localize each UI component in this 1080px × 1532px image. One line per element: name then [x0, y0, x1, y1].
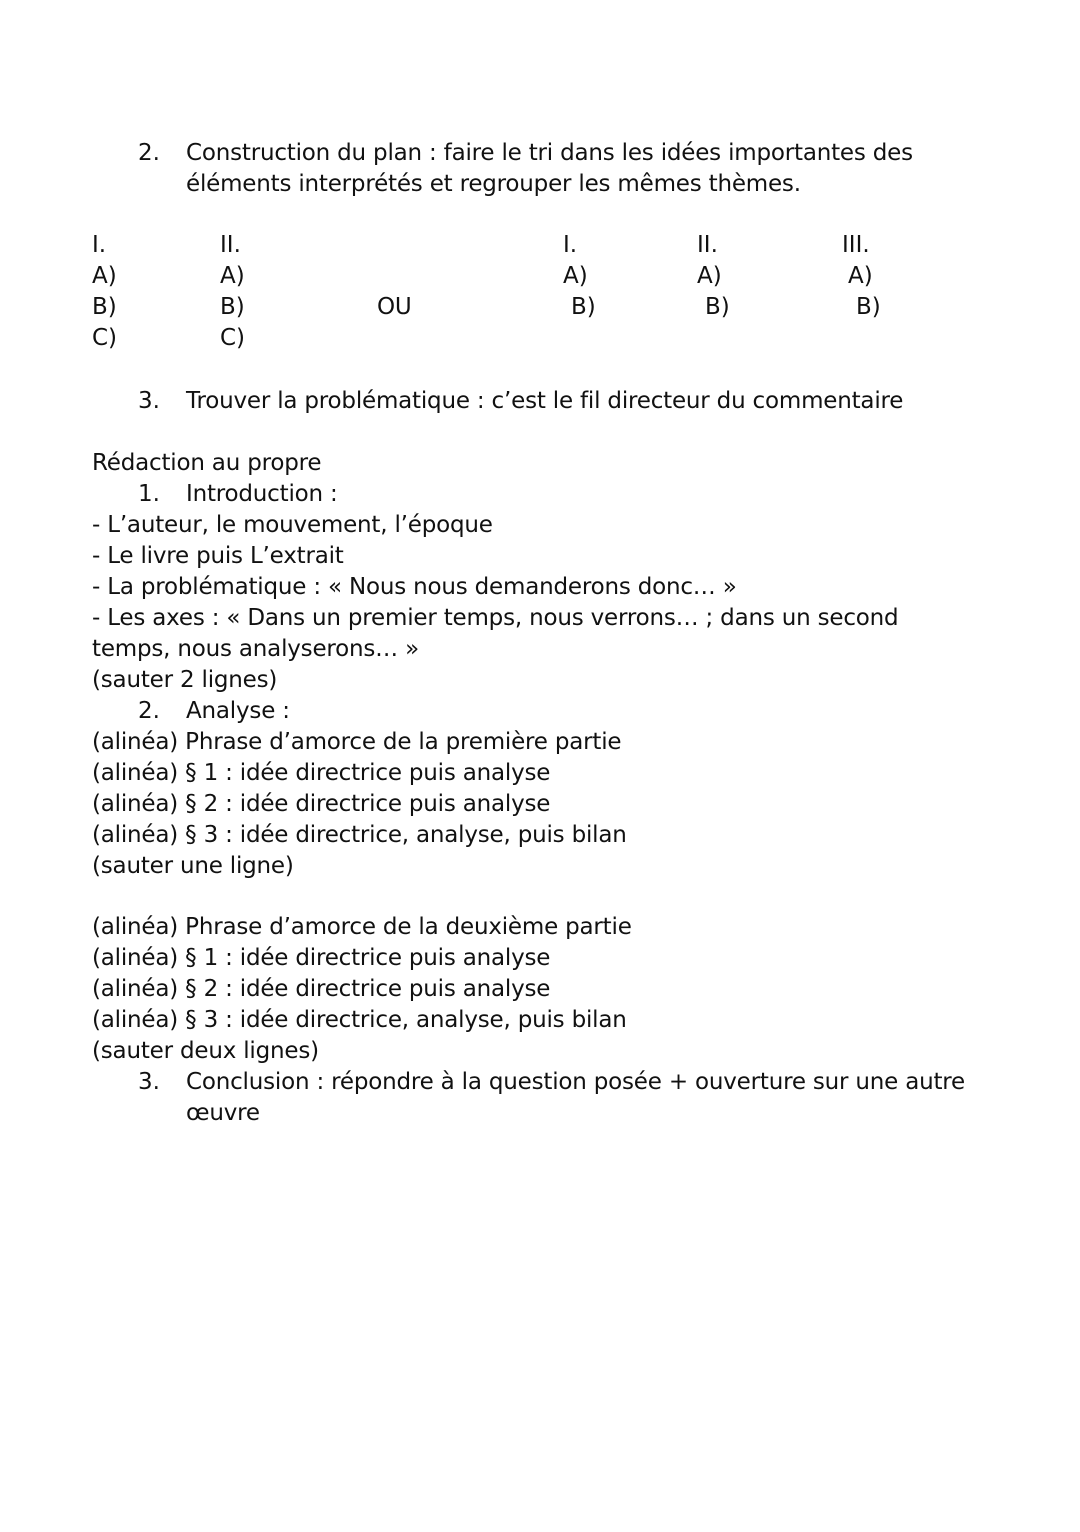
plan-right-col-2-item: A) [697, 263, 722, 289]
plan-right-col-3-item: III. [842, 232, 870, 258]
plan-left-col-2-item: B) [220, 294, 245, 320]
intro-item-continuation: temps, nous analyserons… » [92, 636, 419, 662]
plan-right-col-1-item: A) [563, 263, 588, 289]
analyse-part-1-line: (alinéa) § 3 : idée directrice, analyse, puis bilan [92, 822, 627, 848]
analyse-title: Analyse : [186, 698, 290, 724]
plan-right-col-1 [563, 230, 596, 323]
plan-left-col-1-item: I. [92, 232, 107, 258]
analyse-part-1-line: (alinéa) § 2 : idée directrice puis analyse [92, 791, 551, 817]
analyse-part-2-line: (alinéa) § 2 : idée directrice puis analyse [92, 976, 551, 1002]
analyse-part-1-line: (alinéa) Phrase d’amorce de la première partie [92, 729, 622, 755]
plan-right-col-2 [697, 230, 730, 323]
conclusion-line-1: Conclusion : répondre à la question posée + ouverture sur une autre [186, 1069, 966, 1095]
section-2-heading-line-2: éléments interprétés et regrouper les mêmes thèmes. [186, 171, 801, 197]
plan-right-col-1-item: B) [571, 294, 596, 320]
plan-left-col-1-item: A) [92, 263, 117, 289]
plan-left-col-2-item: A) [220, 263, 245, 289]
plan-right-col-3-item: B) [856, 294, 881, 320]
analyse-part-1-line: (alinéa) § 1 : idée directrice puis analyse [92, 760, 551, 786]
redaction-title: Rédaction au propre [92, 450, 322, 476]
conclusion-line-2: œuvre [186, 1100, 260, 1126]
plan-right-col-3-item: A) [848, 263, 873, 289]
intro-skip-note: (sauter 2 lignes) [92, 667, 278, 693]
plan-left-col-1-item: B) [92, 294, 117, 320]
intro-number: 1. [138, 481, 160, 507]
analyse-part-2-line: (alinéa) § 1 : idée directrice puis analyse [92, 945, 551, 971]
intro-item: - La problématique : « Nous nous demanderons donc… » [92, 574, 737, 600]
plan-left-col-2-item: II. [220, 232, 241, 258]
analyse-part-2-line: (alinéa) § 3 : idée directrice, analyse, puis bilan [92, 1007, 627, 1033]
plan-right-col-2-item: B) [705, 294, 730, 320]
analyse-part-1-line: (sauter une ligne) [92, 853, 294, 879]
analyse-part-2-line: (alinéa) Phrase d’amorce de la deuxième partie [92, 914, 632, 940]
plan-left-col-2-item: C) [220, 325, 246, 351]
plan-right-col-1-item: I. [563, 232, 578, 258]
analyse-part-2-line: (sauter deux lignes) [92, 1038, 319, 1064]
intro-item: - L’auteur, le mouvement, l’époque [92, 512, 493, 538]
intro-item: - Le livre puis L’extrait [92, 543, 344, 569]
conclusion-number: 3. [138, 1069, 160, 1095]
section-2-number: 2. [138, 140, 160, 166]
plan-left-col-2 [220, 230, 245, 354]
section-2-heading-line-1: Construction du plan : faire le tri dans les idées importantes des [186, 140, 913, 166]
plan-left-col-1 [92, 230, 117, 354]
plan-right-col-3 [842, 230, 881, 323]
plan-right-col-2-item: II. [697, 232, 718, 258]
section-3-number: 3. [138, 388, 160, 414]
plan-left-col-1-item: C) [92, 325, 118, 351]
section-3-heading: Trouver la problématique : c’est le fil directeur du commentaire [186, 388, 904, 414]
analyse-number: 2. [138, 698, 160, 724]
intro-title: Introduction : [186, 481, 338, 507]
plan-or-label: OU [377, 294, 412, 320]
intro-item: - Les axes : « Dans un premier temps, nous verrons… ; dans un second [92, 605, 899, 631]
